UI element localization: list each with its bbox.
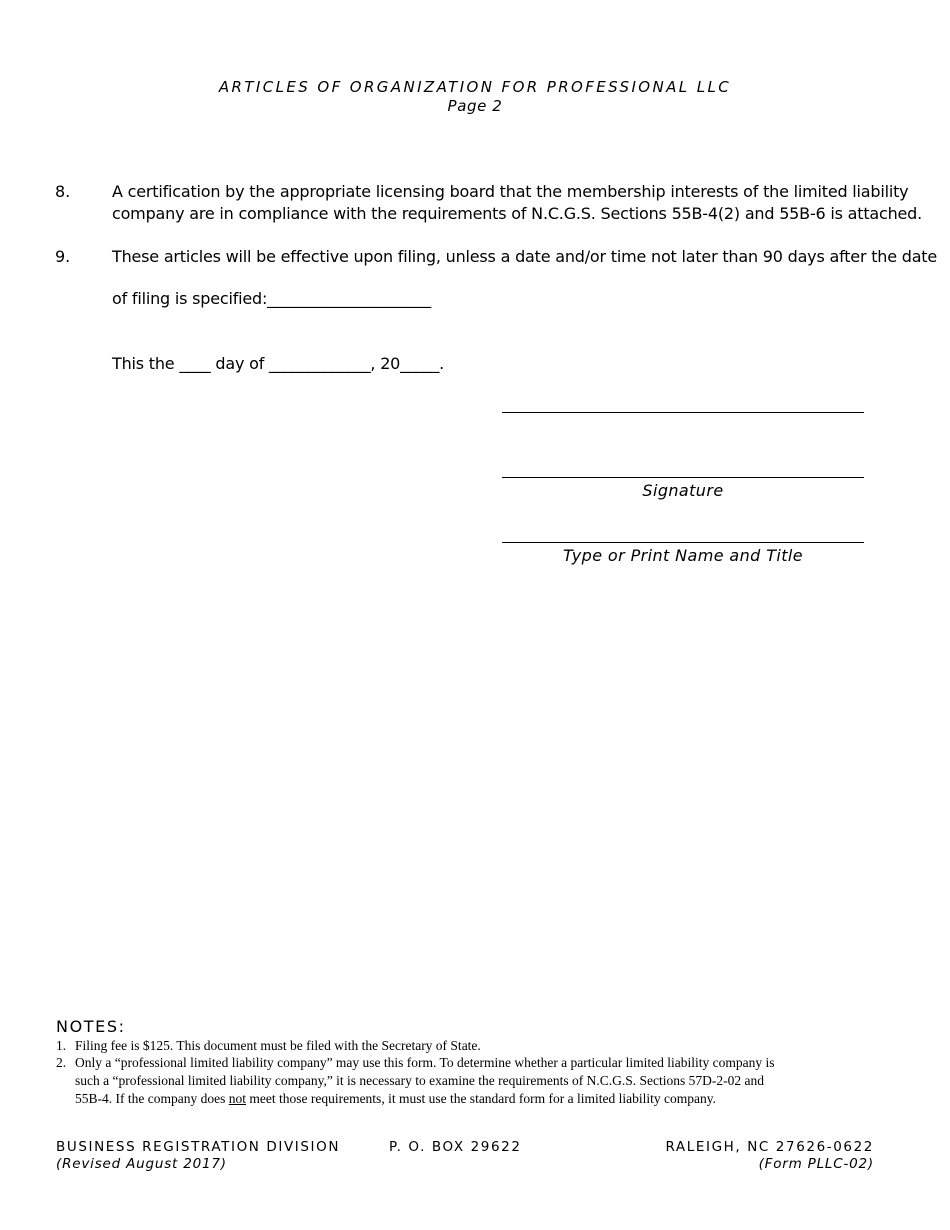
note-2-underlined-word: not: [228, 1091, 246, 1106]
item-9-number: 9.: [55, 247, 71, 266]
item-9-effective-date-field[interactable]: of filing is specified:_____________________: [112, 289, 431, 308]
note-2-number: 2.: [56, 1055, 67, 1070]
note-1-text: Filing fee is $125. This document must be filed with the Secretary of State.: [75, 1038, 481, 1053]
notes-heading: NOTES:: [56, 1017, 126, 1036]
signature-line[interactable]: [502, 477, 864, 478]
signature-label: Signature: [642, 481, 724, 500]
footer-form-number: (Form PLLC-02): [758, 1156, 874, 1172]
note-2-line-3-end: meet those requirements, it must use the standard form for a limited liability company.: [245, 1091, 716, 1106]
page-number: Page 2: [447, 97, 503, 115]
name-title-label: Type or Print Name and Title: [562, 546, 804, 565]
note-1-number: 1.: [56, 1038, 67, 1053]
date-line-field[interactable]: This the ____ day of _____________, 20_____.: [112, 354, 445, 373]
footer-city: RALEIGH, NC 27626-0622: [665, 1139, 874, 1155]
item-9-line-1: These articles will be effective upon filing, unless a date and/or time not later than 90 days after the date: [112, 247, 938, 266]
footer-po-box: P. O. BOX 29622: [389, 1139, 522, 1155]
note-2-line-3-start: 55B-4. If the company does: [75, 1091, 229, 1106]
company-name-line[interactable]: [502, 412, 864, 413]
document-title: ARTICLES OF ORGANIZATION FOR PROFESSIONAL LLC: [218, 78, 732, 96]
note-2-line-1: Only a “professional limited liability company” may use this form. To determine whether a particular limited liability company is: [75, 1055, 775, 1070]
footer-division: BUSINESS REGISTRATION DIVISION: [56, 1139, 341, 1155]
name-title-line[interactable]: [502, 542, 864, 543]
item-8-number: 8.: [55, 182, 71, 201]
note-2-line-3: [75, 1089, 716, 1108]
item-8-line-2: company are in compliance with the requirements of N.C.G.S. Sections 55B-4(2) and 55B-6 is attached.: [112, 204, 923, 223]
note-2-line-2: such a “professional limited liability company,” it is necessary to examine the requirements of N.C.G.S. Sections 57D-2-02 and: [75, 1073, 764, 1088]
footer-revised: (Revised August 2017): [56, 1156, 227, 1172]
item-8-line-1: A certification by the appropriate licensing board that the membership interests of the limited liability: [112, 182, 909, 201]
